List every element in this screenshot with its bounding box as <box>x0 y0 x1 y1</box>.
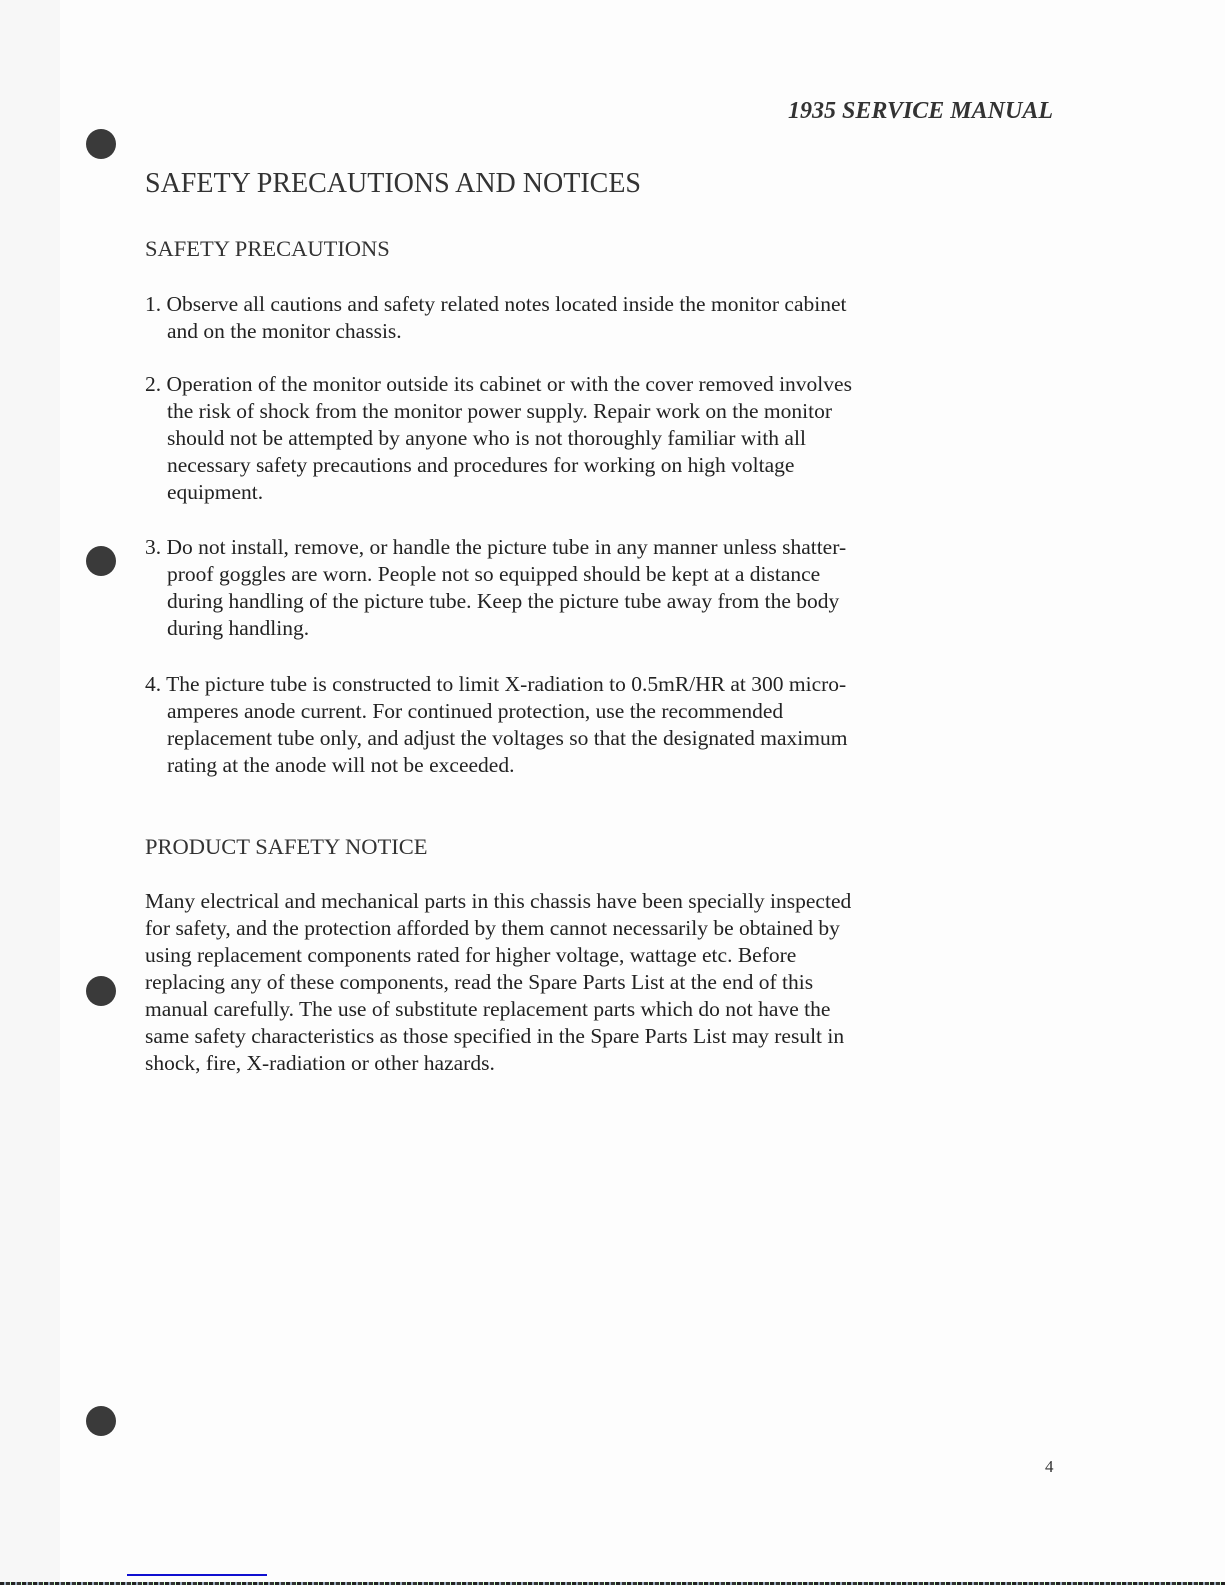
text-line: rating at the anode will not be exceeded. <box>167 753 515 777</box>
text-line: 4. The picture tube is constructed to limit X-radiation to 0.5mR/HR at 300 micro- <box>145 672 847 696</box>
punch-hole-icon <box>86 546 116 576</box>
text-line: manual carefully. The use of substitute replacement parts which do not have the <box>145 997 831 1021</box>
page-title: SAFETY PRECAUTIONS AND NOTICES <box>145 168 642 199</box>
text-line: during handling of the picture tube. Keep the picture tube away from the body <box>167 589 840 613</box>
punch-hole-icon <box>86 1406 116 1436</box>
text-line: amperes anode current. For continued protection, use the recommended <box>167 699 784 723</box>
text-line: during handling. <box>167 616 310 640</box>
text-line: for safety, and the protection afforded by them cannot necessarily be obtained by <box>145 916 840 940</box>
running-header: 1935 SERVICE MANUAL <box>788 98 1053 124</box>
text-line: shock, fire, X-radiation or other hazards. <box>145 1051 495 1075</box>
precaution-item-2 <box>145 371 852 506</box>
text-line: should not be attempted by anyone who is not thoroughly familiar with all <box>167 426 806 450</box>
precaution-item-1 <box>145 291 847 345</box>
text-line: 3. Do not install, remove, or handle the picture tube in any manner unless shatter- <box>145 535 847 559</box>
text-line: same safety characteristics as those specified in the Spare Parts List may result in <box>145 1024 845 1048</box>
product-safety-notice-heading: PRODUCT SAFETY NOTICE <box>145 834 428 859</box>
safety-precautions-heading: SAFETY PRECAUTIONS <box>145 236 390 261</box>
text-line: necessary safety precautions and procedures for working on high voltage <box>167 453 795 477</box>
text-line: the risk of shock from the monitor power supply. Repair work on the monitor <box>167 399 832 423</box>
text-line: 2. Operation of the monitor outside its cabinet or with the cover removed involves <box>145 372 852 396</box>
text-line: equipment. <box>167 480 264 504</box>
scan-page-edge <box>0 0 60 1585</box>
text-line: replacement tube only, and adjust the voltages so that the designated maximum <box>167 726 848 750</box>
text-line: 1. Observe all cautions and safety related notes located inside the monitor cabinet <box>145 292 847 316</box>
page-number: 4 <box>1045 1457 1054 1476</box>
precaution-item-4 <box>145 671 847 779</box>
precaution-item-3 <box>145 534 846 642</box>
text-line: Many electrical and mechanical parts in this chassis have been specially inspected <box>145 889 852 913</box>
product-safety-notice-paragraph <box>145 888 851 1077</box>
text-line: replacing any of these components, read the Spare Parts List at the end of this <box>145 970 814 994</box>
punch-hole-icon <box>86 129 116 159</box>
text-line: using replacement components rated for higher voltage, wattage etc. Before <box>145 943 797 967</box>
blue-underline-mark <box>127 1574 267 1576</box>
text-line: proof goggles are worn. People not so equipped should be kept at a distance <box>167 562 821 586</box>
text-line: and on the monitor chassis. <box>167 319 402 343</box>
punch-hole-icon <box>86 976 116 1006</box>
